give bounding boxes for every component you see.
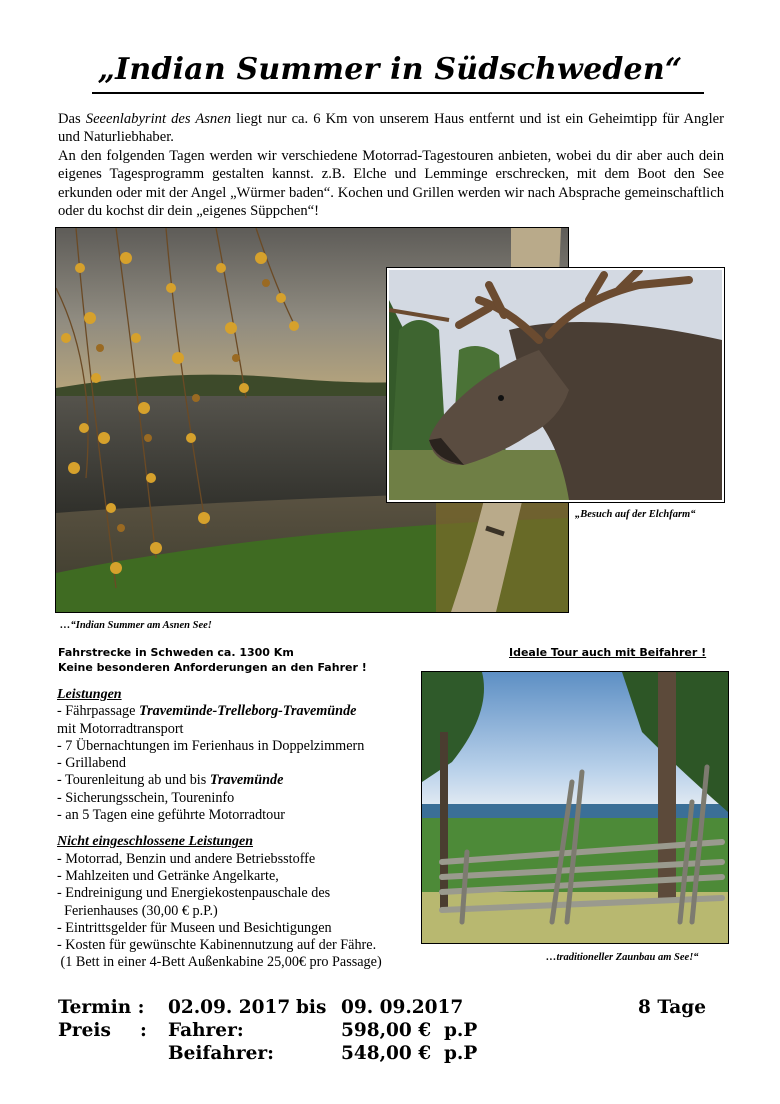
excluded-item: (1 Bett in einer 4-Bett Außenkabine 25,00€ pro Passage) [57, 954, 382, 971]
intro-paragraph-1 [58, 110, 724, 147]
excluded-item: Ferienhauses (30,00 € p.P.) [57, 902, 218, 919]
fence-caption: …traditioneller Zaunbau am See!“ [546, 952, 699, 963]
intro-p1-start: Das [58, 111, 86, 127]
price-colon: : [140, 1020, 147, 1041]
services-item-text: - Tourenleitung ab und bis [57, 772, 210, 789]
excluded-item: - Mahlzeiten und Getränke Angelkarte, [57, 867, 279, 884]
services-item: - Grillabend [57, 755, 126, 772]
page-title: „Indian Summer in Südschweden“ [97, 52, 683, 87]
services-item: mit Motorradtransport [57, 720, 184, 737]
excluded-item: - Motorrad, Benzin und andere Betriebsstoffe [57, 850, 316, 867]
date-label: Termin : [58, 997, 145, 1018]
moose-caption: „Besuch auf der Elchfarm“ [575, 509, 696, 520]
passenger-price: 548,00 € p.P [341, 1043, 478, 1064]
price-label: Preis [58, 1020, 111, 1041]
intro-text [58, 110, 724, 220]
date-from: 02.09. 2017 [168, 997, 291, 1018]
moose-photo-art [389, 270, 722, 500]
services-item: - 7 Übernachtungen im Ferienhaus in Doppelzimmern [57, 737, 365, 754]
date-separator: bis [296, 997, 327, 1018]
intro-p1-lake-name: Seeenlabyrint des Asnen [85, 111, 231, 127]
title-underline [92, 92, 704, 94]
excluded-item: - Eintrittsgelder für Museen und Besichtigungen [57, 919, 332, 936]
intro-paragraph-2: An den folgenden Tagen werden wir verschiedene Motorrad-Tagestouren anbieten, wobei du dir aber auch dein eigenes Tagesprogramm gestalten kannst. z.B. Elche und Lemminge erschrecken, mit dem Boot den See erkunden oder mit der Angel „Würmer baden“. Kochen und Grillen werden wir nach Absprache gemeinschaftlich oder du kochst dir dein „eigenes Süppchen“! [58, 147, 724, 220]
excluded-item: - Kosten für gewünschte Kabinennutzung auf der Fähre. [57, 937, 377, 954]
fence-photo-art [422, 672, 728, 943]
ideal-tour-note: Ideale Tour auch mit Beifahrer ! [509, 646, 707, 659]
excluded-item: - Endreinigung und Energiekostenpauschale des [57, 885, 331, 902]
services-list [57, 686, 417, 972]
route-requirements: Keine besonderen Anforderungen an den Fahrer ! [58, 661, 367, 674]
driver-price: 598,00 € p.P [341, 1020, 478, 1041]
services-heading: Leistungen [57, 687, 122, 702]
driver-label: Fahrer: [168, 1020, 244, 1041]
services-item: - Sicherungsschein, Toureninfo [57, 789, 235, 806]
services-item: - an 5 Tagen eine geführte Motorradtour [57, 807, 286, 824]
excluded-heading: Nicht eingeschlossene Leistungen [57, 834, 254, 850]
services-item-route: Travemünde-Trelleborg-Travemünde [138, 703, 357, 720]
lake-caption: …“Indian Summer am Asnen See! [60, 620, 212, 631]
route-distance: Fahrstrecke in Schweden ca. 1300 Km [58, 646, 294, 659]
tour-duration: 8 Tage [638, 997, 707, 1018]
services-item-city: Travemünde [209, 772, 284, 789]
fence-photo [421, 671, 729, 944]
passenger-label: Beifahrer: [168, 1043, 274, 1064]
services-item [57, 772, 417, 789]
moose-photo [387, 268, 724, 502]
date-to: 09. 09.2017 [341, 997, 464, 1018]
services-item-text: - Fährpassage [57, 703, 139, 720]
services-item [57, 703, 417, 720]
intro-p1-end: liegt nur ca. 6 Km von unserem Haus entfernt und ist ein Geheimtipp für Angler und Naturliebhaber. [58, 111, 724, 146]
